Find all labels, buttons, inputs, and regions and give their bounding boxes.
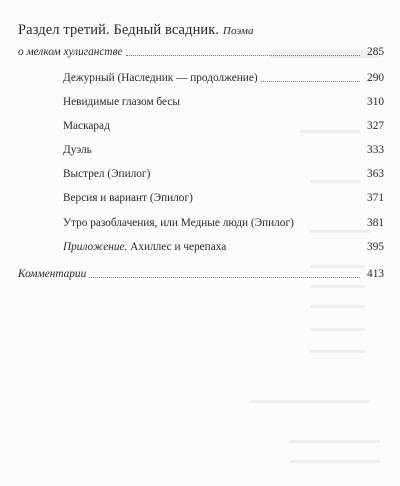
toc-entry-label — [63, 241, 226, 253]
toc-entry-label: о мелком хулиганстве — [18, 46, 123, 58]
dot-leader — [229, 250, 360, 251]
dot-leader — [261, 81, 360, 82]
toc-entry-label: Версия и вариант (Эпилог) — [63, 192, 193, 204]
toc-entry-label-rest: Ахиллес и черепаха — [127, 241, 227, 253]
toc-entry-label: Дежурный (Наследник — продолжение) — [63, 72, 258, 84]
toc-entry[interactable] — [63, 120, 384, 136]
dot-leader — [95, 153, 360, 154]
toc-entry[interactable] — [63, 168, 384, 184]
dot-leader — [113, 129, 360, 130]
toc-entry-label: Утро разоблачения, или Медные люди (Эпилог) — [63, 217, 294, 229]
toc-entry-label-italic: Приложение. — [63, 241, 128, 253]
toc-entry-page: 290 — [367, 72, 384, 84]
dot-leader — [297, 226, 360, 227]
dot-leader — [153, 177, 360, 178]
toc-entry-label: Выстрел (Эпилог) — [63, 168, 151, 180]
toc-entry[interactable] — [63, 96, 384, 112]
toc-entry-page: 371 — [367, 192, 384, 204]
toc-entry-page: 310 — [367, 96, 384, 108]
toc-entry-label: Дуэль — [63, 144, 92, 156]
toc-entry-label: Комментарии — [18, 268, 87, 280]
toc-entry-page: 363 — [367, 168, 384, 180]
section-title-text: Раздел третий. Бедный всадник. — [18, 22, 220, 38]
toc-entry[interactable] — [63, 192, 384, 208]
dot-leader — [89, 277, 360, 278]
toc-entry[interactable] — [18, 268, 384, 284]
toc-entry-page: 285 — [367, 46, 384, 58]
toc-entry[interactable] — [63, 144, 384, 160]
toc-entry-page: 413 — [367, 268, 384, 280]
toc-entry-page: 333 — [367, 144, 384, 156]
section-subtitle: Поэма — [222, 25, 254, 37]
toc-entry[interactable] — [63, 217, 384, 233]
toc-entry-page: 381 — [367, 217, 384, 229]
toc-entry[interactable] — [18, 46, 384, 62]
toc-entry[interactable] — [63, 72, 384, 88]
section-title — [18, 22, 254, 39]
toc-entry-page: 395 — [367, 241, 384, 253]
dot-leader — [126, 55, 361, 56]
dot-leader — [183, 105, 360, 106]
toc-entry-label: Маскарад — [63, 120, 110, 132]
dot-leader — [196, 201, 360, 202]
toc-entry[interactable] — [63, 241, 384, 257]
toc-entry-page: 327 — [367, 120, 384, 132]
toc-entry-label: Невидимые глазом бесы — [63, 96, 180, 108]
